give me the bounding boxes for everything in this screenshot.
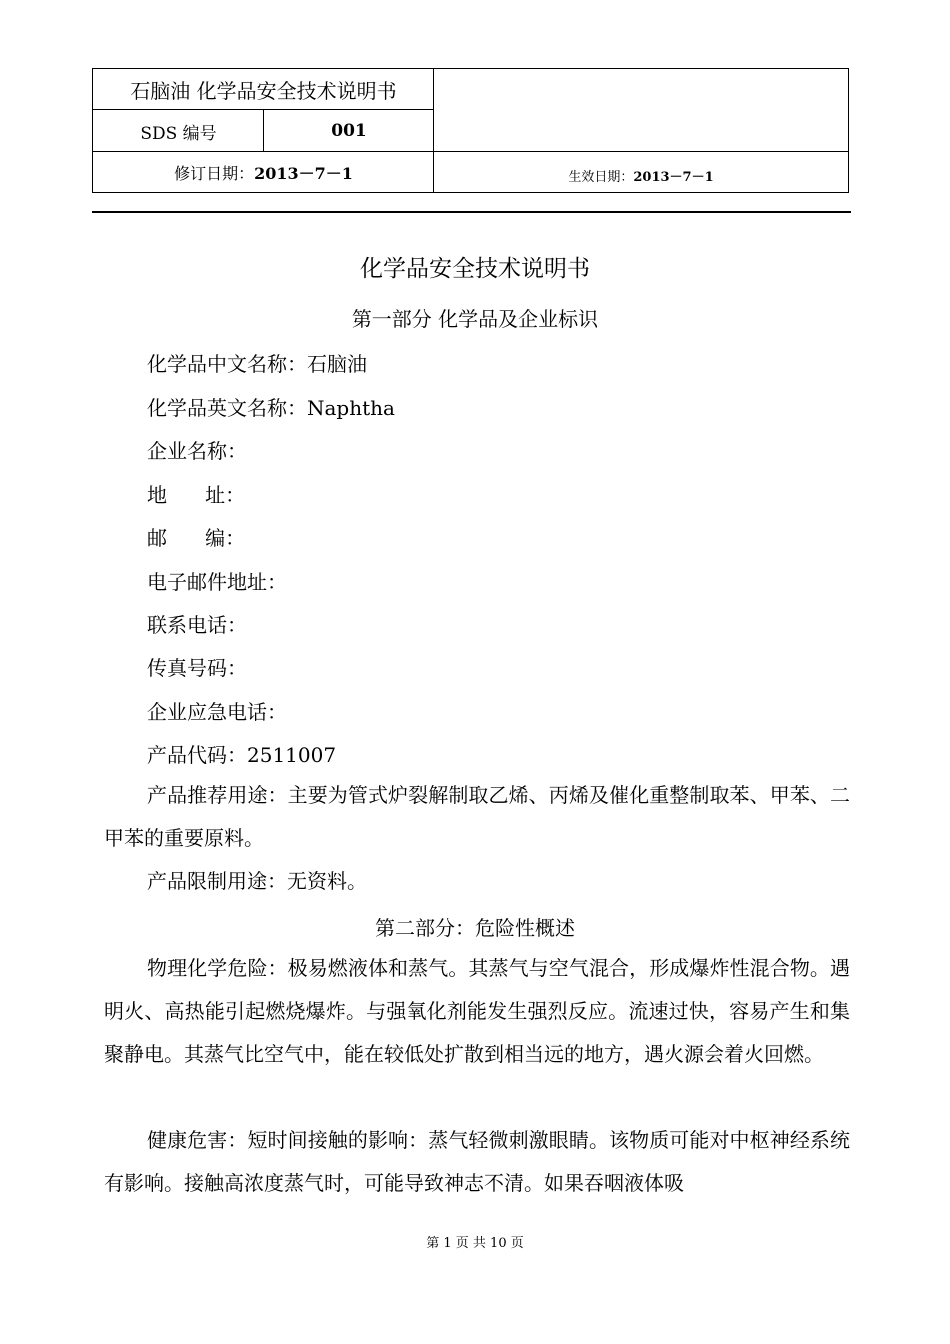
revision-date — [93, 152, 434, 193]
address-line: 地 址： — [147, 483, 246, 507]
sds-number-value: 001 — [331, 121, 367, 141]
restricted-use-paragraph: 产品限制用途：无资料。 — [147, 869, 367, 893]
header-rule — [92, 211, 851, 213]
section-title-part2: 第二部分：危险性概述 — [375, 916, 575, 940]
sds-number-label: SDS 编号 — [140, 123, 217, 144]
effective-date-value: 2013－7－1 — [633, 170, 714, 185]
sds-document-title: 石脑油 化学品安全技术说明书 — [130, 79, 397, 103]
physical-hazard-paragraph: 物理化学危险：极易燃液体和蒸气。其蒸气与空气混合，形成爆炸性混合物。遇明火、高热能引起燃烧爆炸。与强氧化剂能发生强烈反应。流速过快，容易产生和集聚静电。其蒸气比空气中，能在较低处扩散到相当远的地方，遇火源会着火回燃。 — [104, 956, 850, 1066]
phone-line: 联系电话： — [147, 613, 247, 637]
emergency-phone-line: 企业应急电话： — [147, 700, 287, 724]
health-hazard-paragraph: 健康危害：短时间接触的影响：蒸气轻微刺激眼睛。该物质可能对中枢神经系统有影响。接触高浓度蒸气时，可能导致神志不清。如果吞咽液体吸 — [104, 1128, 850, 1195]
effective-date — [434, 152, 848, 193]
header-table — [92, 68, 849, 193]
recommended-use-paragraph: 产品推荐用途：主要为管式炉裂解制取乙烯、丙烯及催化重整制取苯、甲苯、二甲苯的重要原料。 — [104, 783, 850, 850]
revision-date-label: 修订日期： — [174, 164, 255, 183]
fax-line: 传真号码： — [147, 656, 247, 680]
page-footer: 第 1 页 共 10 页 — [426, 1236, 524, 1251]
revision-date-value: 2013－7－1 — [254, 164, 353, 183]
company-name-line: 企业名称： — [147, 439, 247, 463]
section-title-part1: 第一部分 化学品及企业标识 — [351, 307, 599, 331]
document-title: 化学品安全技术说明书 — [360, 256, 590, 282]
chinese-name-line: 化学品中文名称：石脑油 — [147, 352, 367, 376]
product-code-line: 产品代码：2511007 — [147, 743, 337, 767]
english-name-line: 化学品英文名称：Naphtha — [147, 396, 395, 420]
postcode-line: 邮 编： — [147, 526, 246, 550]
effective-date-label: 生效日期： — [568, 170, 634, 185]
email-line: 电子邮件地址： — [147, 570, 287, 594]
